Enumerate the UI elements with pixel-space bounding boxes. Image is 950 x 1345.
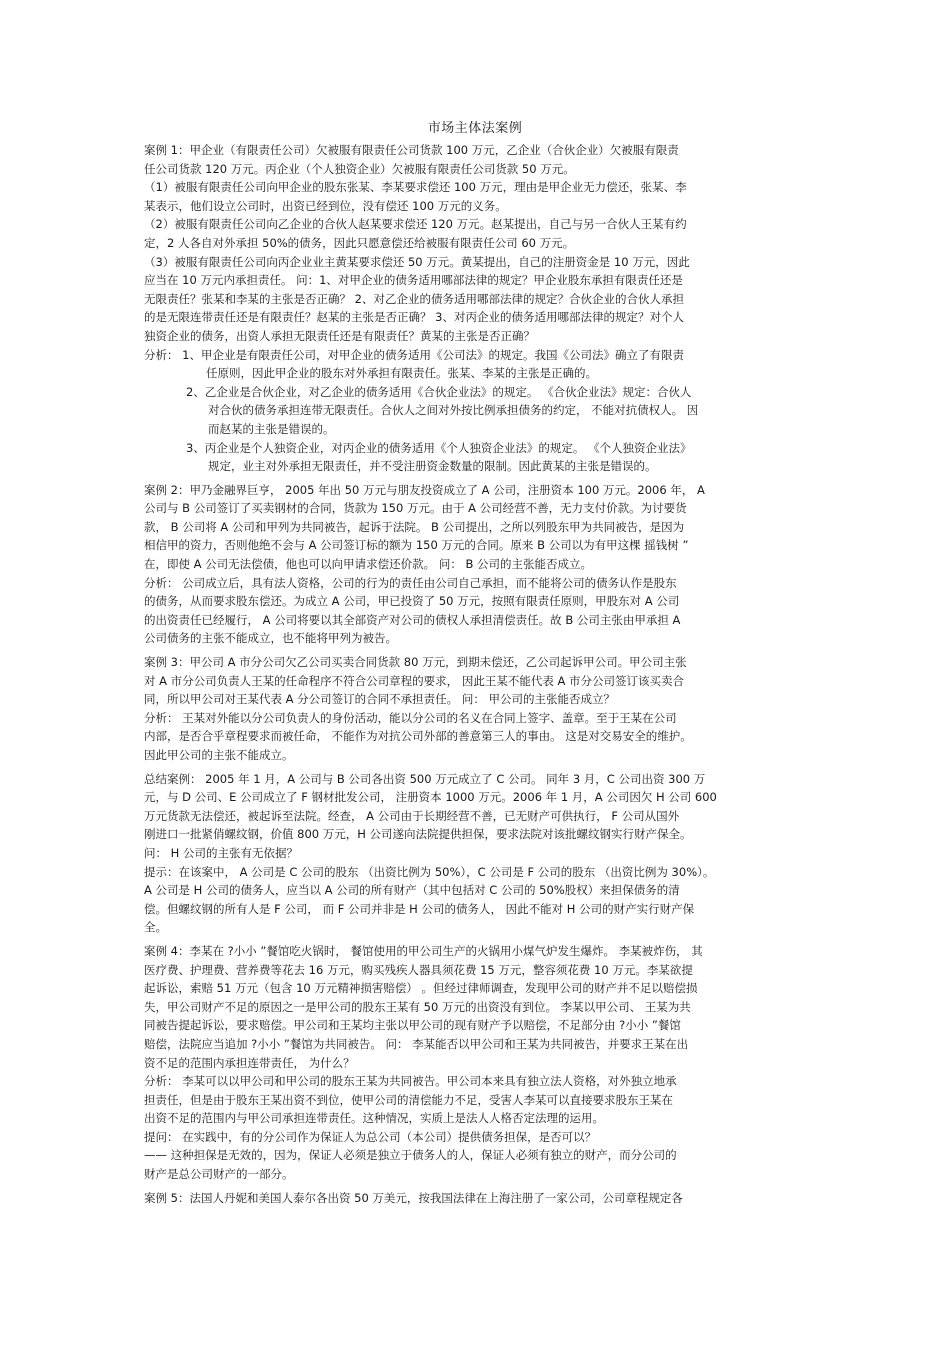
case-1-line: 独资企业的债务，出资人承担无限责任还是有限责任？黄某的主张是否正确？ <box>144 328 535 343</box>
case-5-line: 案例 5：法国人丹妮和美国人泰尔各出资 50 万美元，按我国法律在上海注册了一家公司，公司章程规定各 <box>144 1190 683 1205</box>
summary-case-block <box>144 770 809 937</box>
summary-line: 刚进口一批紧俏螺纹钢，价值 800 万元，H 公司遂向法院提供担保，要求法院对该批螺纹钢实行财产保全。 <box>144 827 692 842</box>
case-4-line: 起诉讼，索赔 51 万元（包含 10 万元精神损害赔偿） 。但经过律师调查，发现甲公司的财产并不足以赔偿损 <box>144 981 698 996</box>
case-3-line: 对 A 市分公司负责人王某的任命程序不符合公司章程的要求， 因此王某不能代表 A 市分公司签订该买卖合 <box>144 673 685 688</box>
case-2-line: 在，即使 A 公司无法偿债，他也可以向甲请求偿还价款。 问： B 公司的主张能否成立。 <box>144 557 593 572</box>
case-3-block <box>144 653 809 765</box>
case-4-line: 同被告提起诉讼，要求赔偿。甲公司和王某均主张以甲公司的现有财产予以赔偿，不足部分由 ?小小 ”餐馆 <box>144 1018 681 1033</box>
summary-line: A 公司是 H 公司的债务人，应当以 A 公司的所有财产（其中包括对 C 公司的 50%股权）来担保债务的清 <box>144 883 680 898</box>
case-2-line: 公司与 B 公司签订了买卖钢材的合同，货款为 150 万元。由于 A 公司经营不善，无力支付价款。为讨要货 <box>144 501 687 516</box>
case-1-line: 定，2 人各自对外承担 50%的债务，因此只愿意偿还给被服有限责任公司 60 万元。 <box>144 235 575 250</box>
case-1-line: （1）被服有限责任公司向甲企业的股东张某、李某要求偿还 100 万元，理由是甲企业无力偿还，张某、李 <box>144 180 687 195</box>
analysis-line: 2、乙企业是合伙企业，对乙企业的债务适用《合伙企业法》的规定。 《合伙企业法》规定：合伙人 <box>186 384 692 399</box>
case-4-line: 赔偿，法院应当追加 ?小小 ”餐馆为共同被告。 问： 李某能否以甲公司和王某为共同被告，并要求王某在出 <box>144 1036 689 1051</box>
case-3-line: 同，所以甲公司对王某代表 A 分公司签订的合同不承担责任。 问： 甲公司的主张能否成立？ <box>144 692 615 707</box>
document-title: 市场主体法案例 <box>427 121 523 136</box>
case-2-line: 分析： 公司成立后，具有法人资格，公司的行为的责任由公司自己承担，而不能将公司的债务认作是股东 <box>144 575 677 590</box>
case-1-line: 案例 1：甲企业（有限责任公司）欠被服有限责任公司货款 100 万元，乙企业（合伙企业）欠被服有限责 <box>144 143 679 157</box>
case-3-line: 案例 3：甲公司 A 市分公司欠乙公司买卖合同货款 80 万元，到期未偿还，乙公司起诉甲公司。甲公司主张 <box>144 655 687 670</box>
case-4-line: 出资不足的范围内与甲公司承担连带责任。这种情况，实质上是法人人格否定法理的运用。 <box>144 1111 604 1126</box>
analysis-line: 分析： 1、甲企业是有限责任公司，对甲企业的债务适用《公司法》的规定。我国《公司法》确立了有限责 <box>144 347 684 362</box>
case-1-line: 的是无限连带责任还是有限责任？赵某的主张是否正确？ 3、对丙企业的债务适用哪部法律的规定？对个人 <box>144 310 684 325</box>
case-4-line: 失，甲公司财产不足的原因之一是甲公司的股东王某有 50 万元的出资没有到位。 李某以甲公司、 王某为共 <box>144 999 691 1014</box>
case-3-line: 分析： 王某对外能以分公司负责人的身份活动，能以分公司的名义在合同上签字、盖章。至于王某在公司 <box>144 710 677 725</box>
summary-line: 偿。但螺纹钢的所有人是 F 公司， 而 F 公司并非是 H 公司的债务人， 因此不能对 H 公司的财产实行财产保 <box>144 901 695 916</box>
document-body <box>144 141 809 1207</box>
case-1-line: 无限责任？张某和李某的主张是否正确？ 2、对乙企业的债务适用哪部法律的规定？合伙企业的合伙人承担 <box>144 291 684 306</box>
case-1-line: 应当在 10 万元内承担责任。 问：1、对甲企业的债务适用哪部法律的规定？甲企业股东承担有限责任还是 <box>144 273 683 288</box>
analysis-line: 任原则，因此甲企业的股东对外承担有限责任。张某、李某的主张是正确的。 <box>206 366 597 381</box>
summary-line: 问： H 公司的主张有无依据？ <box>144 845 298 860</box>
case-4-line: 案例 4：李某在 ?小小 ”餐馆吃火锅时， 餐馆使用的甲公司生产的火锅用小煤气炉发生爆炸。 李某被炸伤， 其 <box>144 943 703 958</box>
case-4-line: 担责任，但是由于股东王某出资不到位，使甲公司的清偿能力不足，受害人李某可以直接要求股东王某在 <box>144 1092 673 1107</box>
summary-line: 总结案例： 2005 年 1 月，A 公司与 B 公司各出资 500 万元成立了 C 公司。 同年 3 月，C 公司出资 300 万 <box>144 771 706 786</box>
case-2-line: 的债务，从而要求股东偿还。为成立 A 公司，甲已投资了 50 万元，按照有限责任原则，甲股东对 A 公司 <box>144 594 680 609</box>
analysis-line: 而赵某的主张是错误的。 <box>208 421 335 436</box>
summary-line: 提示：在该案中， A 公司是 C 公司的股东 （出资比例为 50%），C 公司是 F 公司的股东 （出资比例为 30%）。 <box>144 864 715 879</box>
case-1-line: （2）被服有限责任公司向乙企业的合伙人赵某要求偿还 120 万元。赵某提出，自己与另一合伙人王某有约 <box>144 217 687 232</box>
analysis-line: 3、丙企业是个人独资企业，对丙企业的债务适用《个人独资企业法》的规定。 《个人独资企业法》 <box>186 440 692 455</box>
case-3-line: 因此甲公司的主张不能成立。 <box>144 748 294 762</box>
case-4-line: —— 这种担保是无效的，因为，保证人必须是独立于债务人的人，保证人必须有独立的财产，而分公司的 <box>144 1148 677 1163</box>
summary-line: 元，与 D 公司、E 公司成立了 F 钢材批发公司， 注册资本 1000 万元。2006 年 1 月，A 公司因欠 H 公司 600 <box>144 790 717 805</box>
case-4-line: 财产是总公司财产的一部分。 <box>144 1167 294 1182</box>
case-1-line: （3）被服有限责任公司向丙企业业主黄某要求偿还 50 万元。黄某提出，自己的注册资金是 10 万元，因此 <box>144 254 690 269</box>
case-2-line: 相信甲的资力，否则他绝不会与 A 公司签订标的额为 150 万元的合同。原来 B 公司以为有甲这棵 摇钱树 ” <box>144 538 689 553</box>
case-4-block <box>144 942 809 1184</box>
case-4-line: 医疗费、护理费、营养费等花去 16 万元，购买残疾人器具须花费 15 万元，整容须花费 10 万元。李某欲提 <box>144 962 693 977</box>
case-2-line: 公司债务的主张不能成立，也不能将甲列为被告。 <box>144 631 397 646</box>
case-1-line: 任公司货款 120 万元。丙企业（个人独资企业）欠被服有限责任公司货款 50 万元。 <box>144 161 575 176</box>
case-4-line: 提问： 在实践中，有的分公司作为保证人为总公司（本公司）提供债务担保，是否可以？ <box>144 1129 597 1144</box>
analysis-line: 规定，业主对外承担无限责任，并不受注册资金数量的限制。因此黄某的主张是错误的。 <box>208 459 657 474</box>
case-3-line: 内部，是否合乎章程要求而被任命， 不能作为对抗公司外部的善意第三人的事由。 这是对交易安全的维护。 <box>144 729 692 744</box>
case-4-line: 分析： 李某可以以甲公司和甲公司的股东王某为共同被告。甲公司本来具有独立法人资格，对外独立地承 <box>144 1074 677 1089</box>
case-1-block <box>144 141 809 346</box>
summary-line: 全。 <box>144 920 167 935</box>
case-2-line: 的出资责任已经履行， A 公司将要以其全部资产对公司的债权人承担清偿责任。故 B 公司主张由甲承担 A <box>144 612 681 627</box>
case-2-block <box>144 481 809 648</box>
case-1-line: 某表示，他们设立公司时，出资已经到位，没有偿还 100 万元的义务。 <box>144 198 507 213</box>
case-2-line: 款， B 公司将 A 公司和甲列为共同被告，起诉于法院。 B 公司提出，之所以列股东甲为共同被告，是因为 <box>144 519 685 534</box>
case-4-line: 资不足的范围内承担连带责任， 为什么？ <box>144 1055 355 1070</box>
case-5-block <box>144 1189 809 1208</box>
case-2-line: 案例 2：甲乃金融界巨亨， 2005 年出 50 万元与朋友投资成立了 A 公司，注册资本 100 万元。2006 年， A <box>144 482 705 497</box>
analysis-line: 对合伙的债务承担连带无限责任。合伙人之间对外按比例承担债务的约定， 不能对抗债权人。 因 <box>208 403 699 418</box>
case-1-analysis <box>144 346 809 476</box>
summary-line: 万元货款无法偿还，被起诉至法院。经查， A 公司由于长期经营不善，已无财产可供执行， F 公司从国外 <box>144 808 680 823</box>
